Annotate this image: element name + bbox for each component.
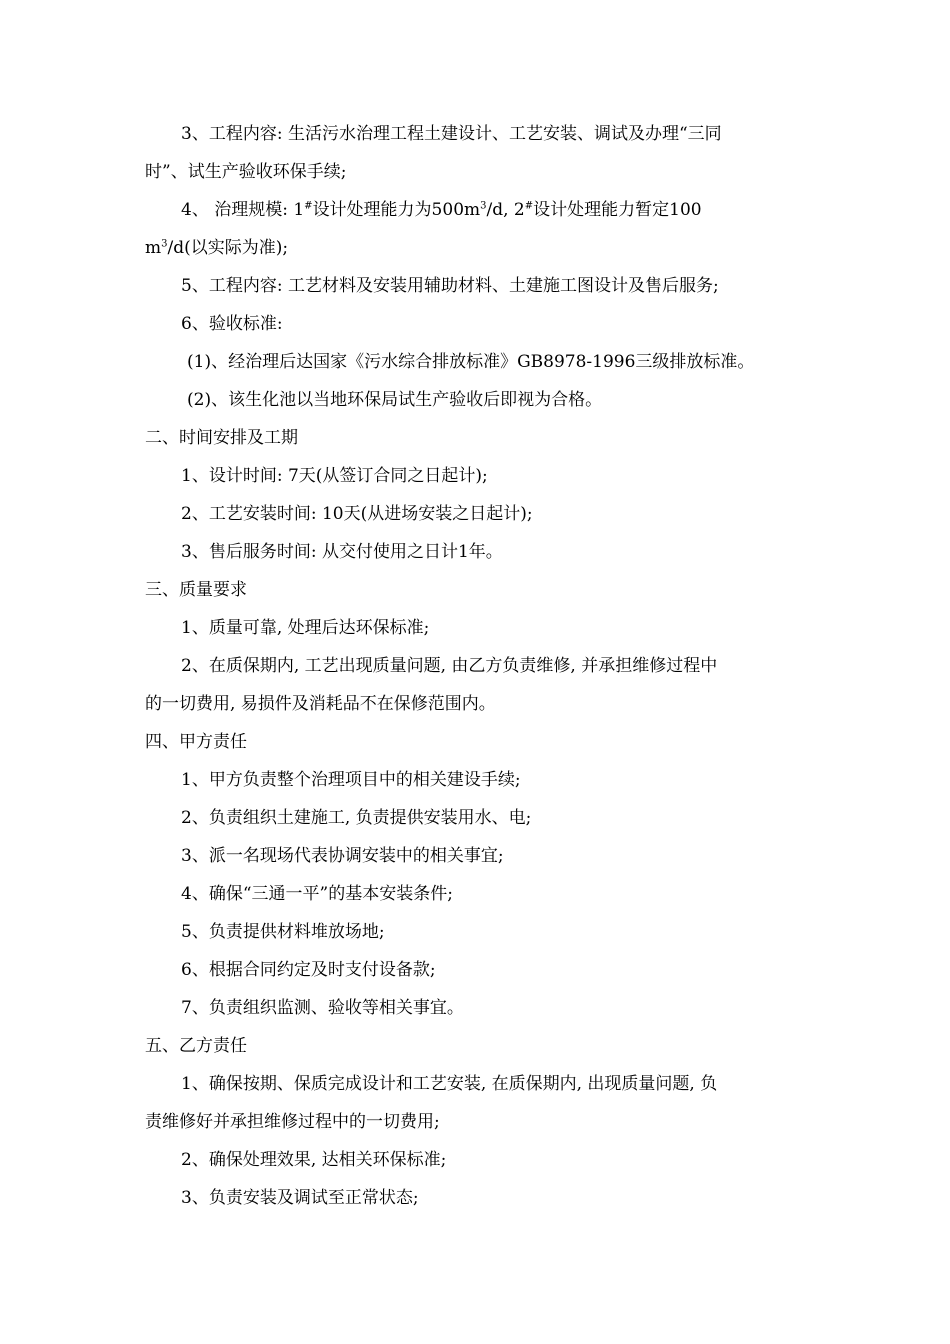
paragraph-6-2: (2)、该生化池以当地环保局试生产验收后即视为合格。: [187, 390, 603, 410]
section-4-item: 3、派一名现场代表协调安装中的相关事宜;: [181, 846, 504, 866]
section-3-heading: 三、质量要求: [145, 580, 247, 600]
section-2-item: 3、售后服务时间: 从交付使用之日计1年。: [181, 542, 503, 562]
paragraph-3-line-1: 3、工程内容: 生活污水治理工程土建设计、工艺安装、调试及办理“三同: [181, 124, 722, 144]
section-2-item: 1、设计时间: 7天(从签订合同之日起计);: [181, 466, 488, 486]
paragraph-6-1: (1)、经治理后达国家《污水综合排放标准》GB8978-1996三级排放标准。: [187, 352, 755, 372]
section-4-item: 6、根据合同约定及时支付设备款;: [181, 960, 436, 980]
section-4-heading: 四、甲方责任: [145, 732, 247, 752]
section-4-item: 4、确保“三通一平”的基本安装条件;: [181, 884, 453, 904]
section-3-item-2-line-2: 的一切费用, 易损件及消耗品不在保修范围内。: [145, 694, 496, 714]
paragraph-4-line-2: $m^3/d$(以实际为准);: [145, 238, 289, 258]
section-5-item-3: 3、负责安装及调试至正常状态;: [181, 1188, 419, 1208]
section-3-item-2-line-1: 2、在质保期内, 工艺出现质量问题, 由乙方负责维修, 并承担维修过程中: [181, 656, 718, 676]
section-5-heading: 五、乙方责任: [145, 1036, 247, 1056]
paragraph-3-line-2: 时”、试生产验收环保手续;: [145, 162, 347, 182]
section-5-item-1-line-1: 1、确保按期、保质完成设计和工艺安装, 在质保期内, 出现质量问题, 负: [181, 1074, 718, 1094]
section-4-item: 1、甲方负责整个治理项目中的相关建设手续;: [181, 770, 521, 790]
section-3-item: 1、质量可靠, 处理后达环保标准;: [181, 618, 430, 638]
section-2-item: 2、工艺安装时间: 10天(从进场安装之日起计);: [181, 504, 533, 524]
section-5-item-1-line-2: 责维修好并承担维修过程中的一切费用;: [145, 1112, 440, 1132]
paragraph-4-line-1: 4、 治理规模: 1#设计处理能力为$500m^3/d$, 2#设计处理能力暂定100: [181, 200, 702, 220]
section-2-heading: 二、时间安排及工期: [145, 428, 298, 448]
section-4-item: 2、负责组织土建施工, 负责提供安装用水、电;: [181, 808, 532, 828]
paragraph-5: 5、工程内容: 工艺材料及安装用辅助材料、土建施工图设计及售后服务;: [181, 276, 719, 296]
section-4-item: 7、负责组织监测、验收等相关事宜。: [181, 998, 464, 1018]
paragraph-6: 6、验收标准:: [181, 314, 283, 334]
section-4-item: 5、负责提供材料堆放场地;: [181, 922, 385, 942]
section-5-item-2: 2、确保处理效果, 达相关环保标准;: [181, 1150, 447, 1170]
